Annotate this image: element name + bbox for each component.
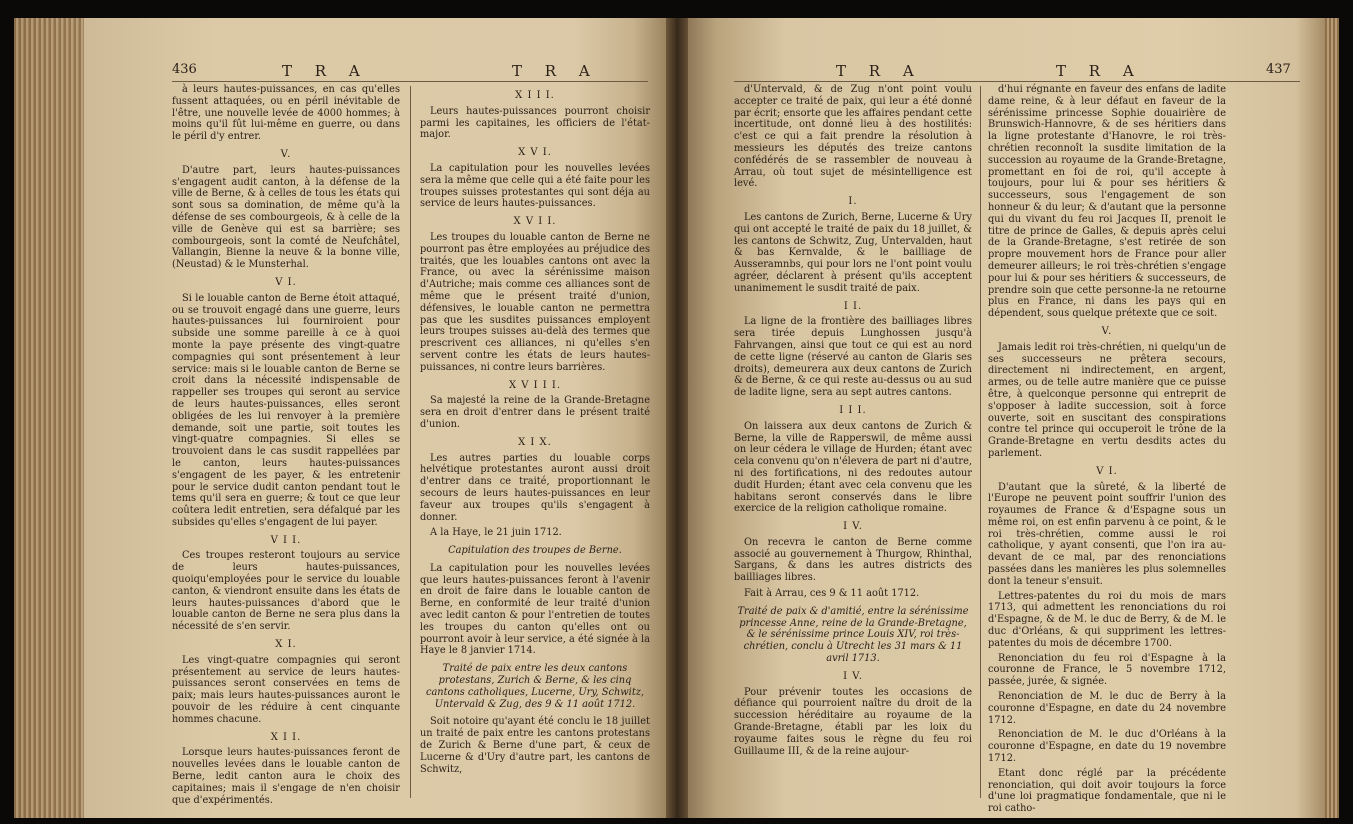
section-title: Traité de paix & d'amitié, entre la sérénissime princesse Anne, reine de la Grande-Bretagne, & le sérénissime prince Louis XIV, roi très-chrétien, conclu à Utrecht les 31 mars & 11 avril 1713. <box>737 605 969 665</box>
paragraph: Les vingt-quatre compagnies qui seront présentement au service de leurs hautes-puissances seront conservées en tems de paix; mais leurs hautes-puissances auront le pouvoir de les réduire à cent cinquante hommes chacune. <box>172 654 400 725</box>
right-page-edges <box>1325 18 1339 818</box>
article-heading: V. <box>1101 325 1113 337</box>
paragraph: Renonciation du feu roi d'Espagne à la couronne de France, le 5 novembre 1712, passée, jurée, & signée. <box>988 652 1226 688</box>
paragraph: La capitulation pour les nouvelles levées que leurs hautes-puissances feront à l'avenir en droit de faire dans le louable canton de Berne, en conformité de leur traité d'union avec ledit canton & pour l'entretien de toutes les troupes du canton qu'elles ont ou pourront avoir à leur service, a été signée à la Haye le 8 janvier 1714. <box>420 562 650 657</box>
article-heading: V I. <box>275 276 297 288</box>
article-heading: X I I. <box>270 731 302 743</box>
paragraph: Lorsque leurs hautes-puissances feront de nouvelles levées dans le louable canton de Berne, ledit canton aura le choix des capitaines; mais il s'engage de n'en choisir que d'expérimentés. <box>172 747 400 806</box>
article-heading: I V. <box>843 521 863 533</box>
article-heading: V I. <box>1096 465 1118 477</box>
paragraph: La ligne de la frontière des bailliages libres sera tirée depuis Lunghossen jusqu'à Fahrvangen, ainsi que tout ce qui est au nord de cette ligne (réservé au canton de Glaris ses droits), demeurera aux deux cantons de Zurich & de Berne, & ce qui reste au-dessus ou au sud de ladite ligne, sera au sept autres cantons. <box>734 316 972 399</box>
paragraph: Pour prévenir toutes les occasions de défiance qui pourroient naître du droit de la succession héréditaire au royaume de la Grande-Bretagne, établi par les loix du royaume faites sous le règne du feu roi Guillaume III, & de la reine aujour- <box>734 686 972 757</box>
paragraph: Renonciation de M. le duc d'Orléans à la couronne d'Espagne, en date du 19 novembre 1712. <box>988 729 1226 765</box>
paragraph: Ces troupes resteront toujours au service de leurs hautes-puissances, quoiqu'employées pour le service du louable canton, & viendront ensuite dans les états de leurs hautes-puissances d'abord que le louable canton de Berne ne sera plus dans la nécessité de s'en servir. <box>172 550 400 633</box>
paragraph: On recevra le canton de Berne comme associé au gouvernement à Thurgow, Rhinthal, Sargans, & dans les autres districts des bailliages libres. <box>734 536 972 584</box>
page-number-left: 436 <box>172 62 197 77</box>
right-page-column-1 <box>734 84 972 760</box>
right-page-column-2 <box>988 84 1226 818</box>
article-heading: I. <box>848 196 858 208</box>
paragraph: D'autre part, leurs hautes-puissances s'engagent audit canton, à la défense de la ville de Berne, & à celles de tous les états qui sont sous sa domination, de même qu'à la défense de ses combourgeois, & à celle de la ville de Genève qui est sa barrière; ses combourgeois, sont la comté de Neufchâtel, Vallangin, Bienne la neuve & la bonne ville, (Neustad) & le Munsterhal. <box>172 164 400 271</box>
article-heading: I I. <box>843 300 863 312</box>
left-page <box>14 18 676 818</box>
paragraph: Sa majesté la reine de la Grande-Bretagne sera en droit d'entrer dans le présent traité d'union. <box>420 395 650 430</box>
dateline: A la Haye, le 21 juin 1712. <box>430 527 562 539</box>
article-heading: X I. <box>275 639 297 651</box>
article-heading: X I X. <box>518 436 552 448</box>
left-page-column-1 <box>172 84 400 809</box>
article-heading: X V I I I. <box>508 379 562 391</box>
paragraph: d'Untervald, & de Zug n'ont point voulu accepter ce traité de paix, qui leur a été donné par écrit; ensorte que les affaires pendant cette incertitude, ont donné lieu à des hostilités: c'est ce qui a fait prendre la résolution à messieurs les députés des treize cantons confédérés de se rassembler de nouveau à Arrau, où tout sujet de mésintelligence est levé. <box>734 84 972 190</box>
paragraph: d'hui régnante en faveur des enfans de ladite dame reine, & à leur défaut en faveur de la sérénissime princesse Sophie douairière de Brunswich-Hannovre, & de ses héritiers dans la ligne protestante d'Hanovre, le roi très-chrétien reconnoît la susdite limitation de la succession au royaume de la Grande-Bretagne, promettant en foi de roi, qu'il accepte à toujours, pour lui & pour ses héritiers & successeurs, sous l'engagement de son honneur & du leur; & d'autant que la personne qui du vivant du feu roi Jacques II, prenoit le titre de prince de Galles, & depuis après celui de la Grande-Bretagne, s'est retirée de son propre mouvement hors de France pour aller demeurer ailleurs; le roi très-chrétien s'engage pour lui & pour ses héritiers & successeurs, de prendre soin que cette personne-la ne retourne plus en France, ni dans les pays qui en dépendent, sous quelque prétexte que ce soit. <box>988 84 1226 320</box>
article-heading: I I I. <box>839 404 867 416</box>
paragraph: La capitulation pour les nouvelles levées sera la même que celle qui a été faite pour les troupes suisses protestantes qui sont déja au service de leurs hautes-puissances. <box>420 162 650 210</box>
running-head-left-col2: T R A <box>512 62 599 80</box>
page-number-right: 437 <box>1266 62 1291 77</box>
head-rule-right <box>734 81 1300 82</box>
paragraph: Lettres-patentes du roi du mois de mars 1713, qui admettent les renonciations du roi d'Espagne, & de M. le duc de Berry, & de M. le duc d'Orléans, & qui suppriment les lettres-patentes du mois de décembre 1700. <box>988 590 1226 649</box>
head-rule-left <box>172 81 648 82</box>
article-heading: V I I. <box>270 534 302 546</box>
dateline: Fait à Arrau, ces 9 & 11 août 1712. <box>744 588 920 600</box>
running-head-right-col1: T R A <box>836 62 923 80</box>
paragraph: Leurs hautes-puissances pourront choisir parmi les capitaines, les officiers de l'état-major. <box>420 105 650 141</box>
left-page-column-2 <box>420 84 650 778</box>
left-page-edges <box>14 18 84 818</box>
paragraph: Renonciation de M. le duc de Berry à la couronne d'Espagne, en date du 24 novembre 1712. <box>988 691 1226 726</box>
running-head-right-col2: T R A <box>1056 62 1143 80</box>
open-book <box>14 18 1339 818</box>
paragraph: Les troupes du louable canton de Berne ne pourront pas être employées au préjudice des traités, que les louables cantons ont avec la France, ou avec la sérénissime maison d'Autriche; mais comme ces alliances sont de même que le présent traité d'union, défensives, le louable canton ne permettra pas que les susdites puissances employent leurs troupes suisses au-delà des termes que prescrivent ces alliances, ni qu'elles s'en servent contre les états de leurs hautes-puissances, ni contre leurs barrières. <box>420 231 650 373</box>
paragraph: Soit notoire qu'ayant été conclu le 18 juillet un traité de paix entre les cantons protestans de Zurich & Berne d'une part, & ceux de Lucerne & d'Ury d'autre part, les cantons de Schwitz, <box>420 716 650 775</box>
article-heading: X V I. <box>518 147 552 159</box>
column-rule-left <box>410 86 411 798</box>
paragraph: Si le louable canton de Berne étoit attaqué, ou se trouvoit engagé dans une guerre, leurs hautes-puissances lui fourniroient pour subside une somme pareille à ce à quoi monte la paye présente des vingt-quatre compagnies qui sont présentement à leur service: mais si le louable canton de Berne se croit dans la nécessité indispensable de rappeller ses troupes qui seront au service de leurs hautes-puissances, elles seront obligées de les lui renvoyer à la première demande, soit une partie, soit toutes les vingt-quatre compagnies. Si elles se trouvoient dans le cas susdit rappellées par le canton, leurs hautes-puissances s'engagent de les payer, & les entretenir pour le service dudit canton pendant tout le tems qu'il sera en guerre; & tout ce que leur coûtera ledit entretien, sera défalqué par les subsides qu'elles s'engagent de lui payer. <box>172 292 400 528</box>
right-page <box>676 18 1339 818</box>
paragraph: D'autant que la sûreté, & la liberté de l'Europe ne peuvent point souffrir l'union des royaumes de France & d'Espagne sous un même roi, on est enfin parvenu à ce point, & le roi très-chrétien, comme aussi le roi catholique, y ayant consenti, que l'on ira au-devant de ce mal, par des renonciations passées dans les manières les plus solemnelles dont la teneur s'ensuit. <box>988 481 1226 587</box>
article-heading: I V. <box>843 670 863 682</box>
paragraph: Les cantons de Zurich, Berne, Lucerne & Ury qui ont accepté le traité de paix du 18 juillet, & les cantons de Schwitz, Zug, Untervalden, haut & bas Kernvalde, & le bailliage de Ausseramnbs, qui pour lors ne l'ont point voulu agréer, déclarent à présent qu'ils acceptent unanimement le susdit traité de paix. <box>734 211 972 294</box>
article-heading: V. <box>280 148 292 160</box>
section-title: Traité de paix entre les deux cantons protestans, Zurich & Berne, & les cinq cantons catholiques, Lucerne, Ury, Schwitz, Untervald & Zug, des 9 & 11 août 1712. <box>425 663 645 710</box>
paragraph: Etant donc réglé par la précédente renonciation, qui doit avoir toujours la force d'une loi pragmatique fondamentale, que ni le roi catho- <box>988 767 1226 815</box>
section-title: Capitulation des troupes de Berne. <box>448 545 622 557</box>
column-rule-right <box>980 86 981 798</box>
running-head-left-col1: T R A <box>282 62 369 80</box>
paragraph: à leurs hautes-puissances, en cas qu'elles fussent attaquées, ou en péril inévitable de l'être, une nouvelle levée de 4000 hommes; à moins qu'il fût lui-même en guerre, ou dans le péril d'y entrer. <box>172 84 400 143</box>
book-gutter <box>666 18 688 818</box>
paragraph: Les autres parties du louable corps helvétique protestantes auront aussi droit d'entrer dans ce traité, proportionnant le secours de leurs hautes-puissances en leur faveur aux troupes qu'ils s'engagent à donner. <box>420 452 650 523</box>
paragraph: On laissera aux deux cantons de Zurich & Berne, la ville de Rapperswil, de même aussi on leur cédera le village de Hurden; étant avec cela convenu qu'on n'élevera de part ni d'autre, ni des fortifications, ni des redoutes autour dudit Hurden; étant avec cela convenu que les habitans seront conservés dans le libre exercice de la religion catholique romaine. <box>734 420 972 515</box>
article-heading: X V I I. <box>513 216 557 228</box>
article-heading: X I I I. <box>515 90 555 101</box>
paragraph: Jamais ledit roi très-chrétien, ni quelqu'un de ses successeurs ne prêtera secours, directement ni indirectement, en argent, armes, ou de telle autre manière que ce puisse être, à quelconque personne qui entreprit de s'opposer à ladite succession, soit à force ouverte, soit en suscitant des conspirations contre tel prince qui occuperoit le trône de la Grande-Bretagne en vertu desdits actes du parlement. <box>988 341 1226 459</box>
